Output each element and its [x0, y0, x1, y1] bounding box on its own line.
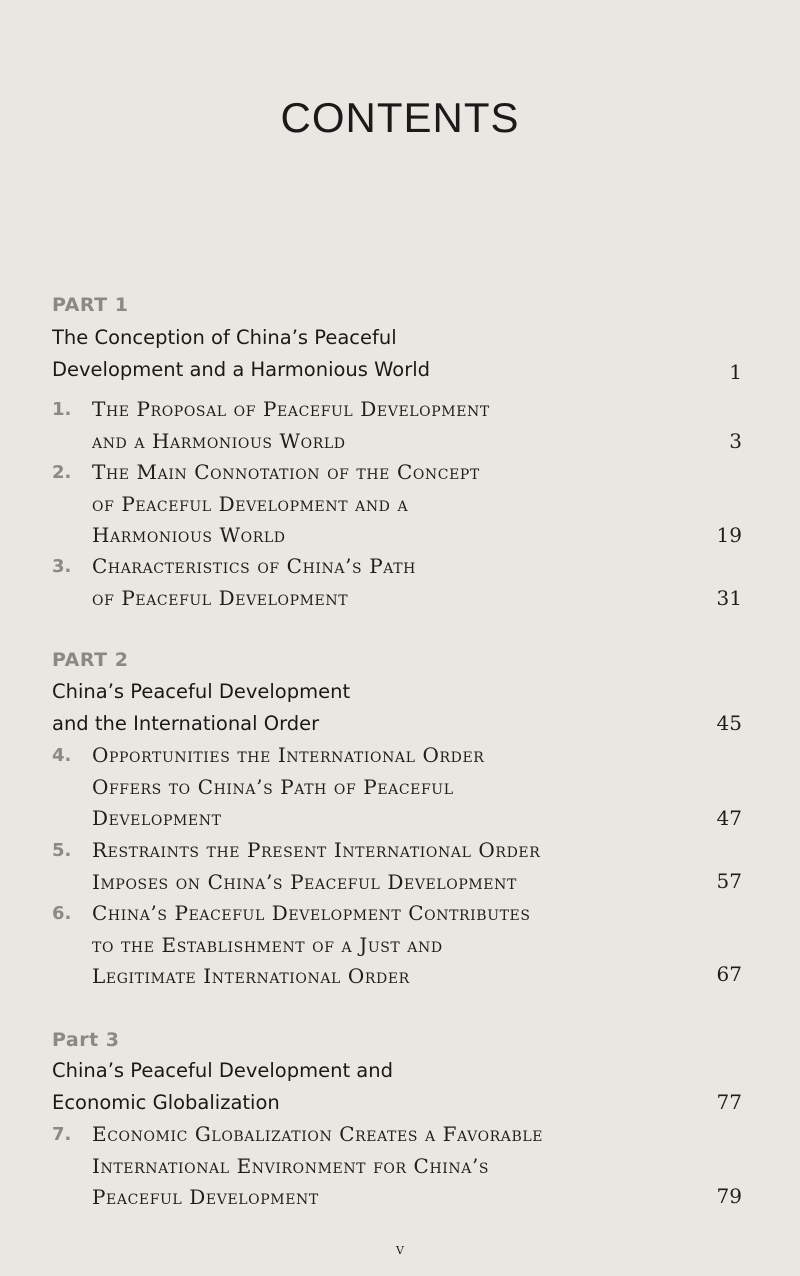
- chapter-title-line: Economic Globalization Creates a Favorable: [92, 1122, 544, 1146]
- part-title-line: China’s Peaceful Development and: [52, 1059, 393, 1082]
- chapter-number: 2.: [52, 462, 72, 483]
- chapter-title-line: Restraints the Present International Order: [92, 838, 541, 862]
- chapter-title: [92, 1119, 543, 1214]
- chapter-title-line: International Environment for China’s: [92, 1153, 490, 1178]
- chapter-title: [92, 394, 490, 457]
- chapter-title-line: Legitimate International Order: [92, 964, 410, 988]
- chapter-title-line: of Peaceful Development: [92, 585, 349, 610]
- page-number: 1: [729, 360, 742, 384]
- page-title: CONTENTS: [280, 94, 520, 141]
- chapter-title-line: and a Harmonious World: [92, 428, 346, 453]
- chapter-title-line: Peaceful Development: [92, 1185, 319, 1209]
- chapter-title-line: Imposes on China’s Peaceful Development: [92, 869, 517, 894]
- page-number: 3: [729, 429, 742, 453]
- chapter-number: 1.: [52, 399, 72, 420]
- part-title-line: The Conception of China’s Peaceful: [52, 326, 397, 349]
- part-title-line: and the International Order: [52, 712, 320, 735]
- chapter-title-line: The Proposal of Peaceful Development: [92, 397, 490, 421]
- part-title-line: Economic Globalization: [52, 1091, 280, 1114]
- page-number: 67: [716, 962, 742, 986]
- chapter-number: 3.: [52, 556, 72, 577]
- page-number: 47: [716, 806, 742, 830]
- chapter-title-line: Offers to China’s Path of Peaceful: [92, 774, 454, 799]
- page-number: 31: [716, 586, 742, 610]
- chapter-title-line: of Peaceful Development and a: [92, 491, 409, 516]
- page-number: 45: [716, 711, 742, 735]
- page-number: 77: [716, 1090, 742, 1114]
- chapter-title: [92, 835, 540, 898]
- chapter-title: [92, 898, 531, 993]
- page-number: 57: [716, 869, 742, 893]
- chapter-title-line: China’s Peaceful Development Contributes: [92, 901, 531, 925]
- part-label: PART 1: [52, 294, 129, 316]
- page-number: 19: [716, 523, 742, 547]
- page-number: 79: [716, 1184, 742, 1208]
- chapter-title: [92, 551, 416, 614]
- part-title: [52, 322, 430, 386]
- part-title-line: Development and a Harmonious World: [52, 358, 431, 381]
- chapter-title-line: Characteristics of China’s Path: [92, 554, 416, 578]
- chapter-number: 5.: [52, 840, 72, 861]
- chapter-number: 4.: [52, 745, 72, 766]
- part-title-line: China’s Peaceful Development: [52, 680, 351, 703]
- chapter-number: 7.: [52, 1124, 72, 1145]
- chapter-title: [92, 740, 484, 835]
- page-folio: v: [396, 1240, 404, 1258]
- chapter-title-line: The Main Connotation of the Concept: [92, 460, 480, 484]
- chapter-number: 6.: [52, 903, 72, 924]
- chapter-title-line: to the Establishment of a Just and: [92, 932, 443, 957]
- chapter-title-line: Development: [92, 806, 222, 830]
- part-title: [52, 676, 350, 740]
- part-label: Part 3: [52, 1029, 120, 1051]
- part-label: PART 2: [52, 649, 129, 671]
- part-title: [52, 1055, 393, 1119]
- chapter-title: [92, 457, 480, 552]
- chapter-title-line: Harmonious World: [92, 523, 286, 547]
- chapter-title-line: Opportunities the International Order: [92, 743, 485, 767]
